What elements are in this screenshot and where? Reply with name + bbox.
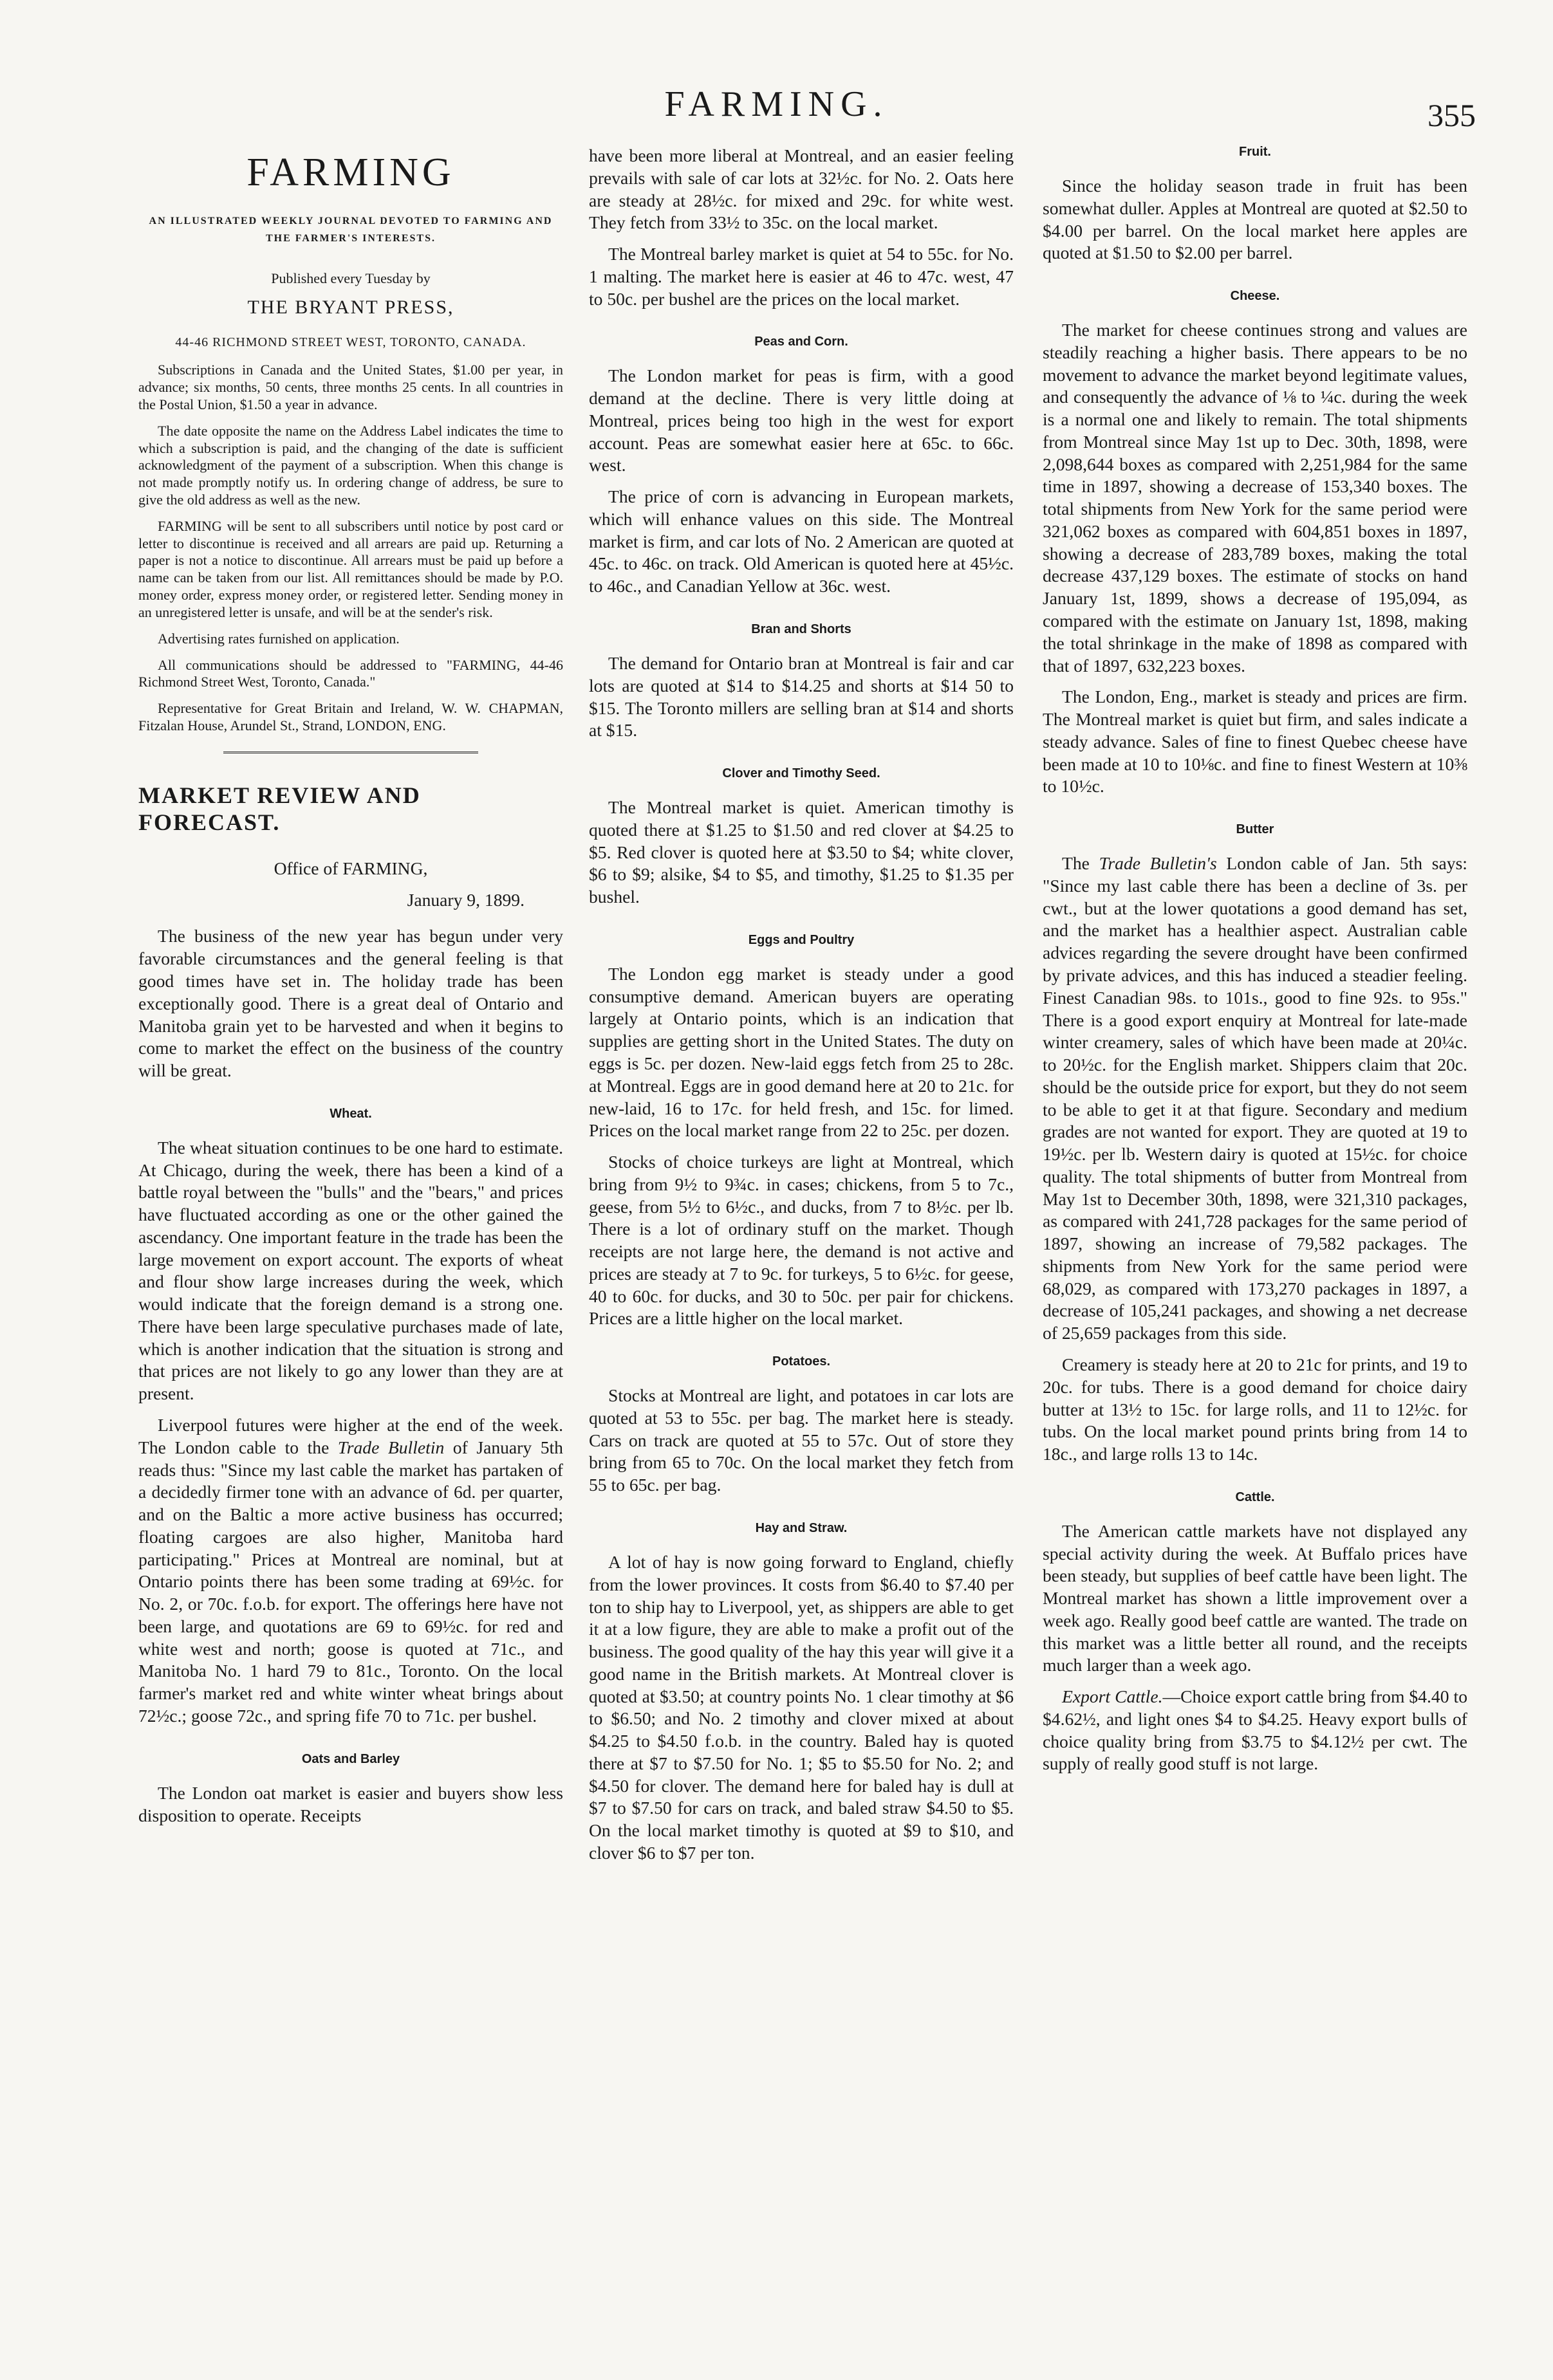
- corn-paragraph: The price of corn is advancing in European markets, which will enhance values on this side. The Montreal market is firm, and car lots of No. 2 American are quoted at 45c. to 46c. on track. Old American is quoted here at 45½c. to 46c., and Canadian Yellow at 36c. west.: [589, 486, 1014, 596]
- clover-paragraph: The Montreal market is quiet. American timothy is quoted there at $1.25 to $1.50 and red clover at $4.25 to $5. Red clover is quoted here at $3.50 to $4; white clover, $6 to $9; alsike, $4 to $5, and timothy, $1.25 to $1.35 per bushel.: [589, 797, 1014, 907]
- report-date: January 9, 1899.: [407, 889, 525, 910]
- address-label-note: The date opposite the name on the Address Label indicates the time to which a subscription is paid, and the changing of the date is sufficient acknowledgment of the payment of a subscription. When this change is not made promptly notify us. In ordering change of address, be sure to give the old address as well as the new.: [138, 422, 563, 508]
- column-3: [1043, 145, 1467, 1784]
- eggs-paragraph: The London egg market is steady under a good consumptive demand. American buyers are operating largely at Ontario points, which is an indication that supplies are getting short in the United States. The duty on eggs is 5c. per dozen. New-laid eggs fetch from 25 to 28c. at Montreal. Eggs are in good demand here at 20 to 21c. for new-laid, 16 to 17c. for held fresh, and 15c. for limed. Prices on the local market range from 22 to 25c. per dozen.: [589, 963, 1014, 1141]
- section-heading-bran: Bran and Shorts: [751, 622, 851, 637]
- section-heading-cheese: Cheese.: [1230, 289, 1280, 304]
- running-head: FARMING.: [664, 84, 889, 124]
- office-line: Office of FARMING,: [274, 858, 428, 878]
- section-heading-oats: Oats and Barley: [301, 1751, 400, 1766]
- communications-note: All communications should be addressed to "FARMING, 44-46 Richmond Street West, Toronto, Canada.": [138, 656, 563, 690]
- publisher-name: THE BRYANT PRESS,: [247, 297, 454, 318]
- wheat-paragraph-1: The wheat situation continues to be one hard to estimate. At Chicago, during the week, there has been a kind of a battle royal between the "bulls" and the "bears," and prices have fluctuated according as one or the other gained the ascendancy. One important feature in the trade has been the large movement on export account. The exports of wheat and flour show large increases during the week, which would indicate that the foreign demand is a strong one. There have been large speculative purchases made of late, which is another indication that the situation is strong and that prices are not likely to go any lower than they are at present.: [138, 1137, 563, 1404]
- discontinue-note: FARMING will be sent to all subscribers until notice by post card or letter to discontinue is received and all arrears are paid up. Returning a paper is not a notice to discontinue. All arrears must be paid up before a name can be taken from our list. All remittances should be made by P.O. money order, express money order, or registered letter. Sending money in an unregistered letter is unsafe, and will be at the sender's risk.: [138, 517, 563, 620]
- column-2: [589, 145, 1014, 1874]
- page-number: 355: [1427, 97, 1476, 133]
- butter-paragraph-1: The Trade Bulletin's London cable of Jan. 5th says: "Since my last cable there has been a decline of 3s. per cwt., but at the lower quotations a good demand has set, and the market has a healthier aspect. Australian cable advices regarding the severe drought have been confirmed by private advices, and this has induced a steadier feeling. Finest Canadian 98s. to 101s., good to fine 92s. to 95s." There is a good export enquiry at Montreal for late-made winter creamery, sales of which have been made at 20¼c. to 20½c. for the English market. Shippers claim that 20c. should be the outside price for export, but they do not seem to be able to get it at that figure. Secondary and medium grades are not wanted for export. They are quoted at 19 to 19½c. per lb. Western dairy is quoted at 15½c. for choice quality. The total shipments of butter from Montreal from May 1st to December 30th, 1898, were 321,310 packages, as compared with 241,728 packages for the same period of 1897, showing an increase of 79,582 packages. The shipments from New York for the same period were 68,029, as compared with 173,270 packages in 1897, a decrease of 105,241 packages, and showing a net decrease of 25,659 packages from this side.: [1043, 853, 1467, 1343]
- hay-paragraph: A lot of hay is now going forward to England, chiefly from the lower provinces. It costs from $6.40 to $7.40 per ton to ship hay to Liverpool, yet, as shippers are able to get it at a low figure, they are able to make a profit out of the business. The good quality of the hay this year will give it a good name in the British markets. At Montreal clover is quoted at $3.50; at country points No. 1 clear timothy at $6 to $6.50; and No. 2 timothy and clover mixed at about $4.25 to $4.50 f.o.b. in the country. Baled hay is quoted there at $7 to $7.50 for No. 1; $5 to $5.50 for No. 2; and $4.50 for clover. The demand here for baled hay is dull at $7 to $7.50 for cars on track, and baled straw $4.50 to $5. On the local market timothy is quoted at $9 to $10, and clover $6 to $7 per ton.: [589, 1551, 1014, 1863]
- masthead-title: FARMING: [246, 151, 455, 194]
- export-cattle-paragraph: Export Cattle.—Choice export cattle bring from $4.40 to $4.62½, and light ones $4 to $4.25. Heavy export bulls of choice quality bring from $3.75 to $4.12½ per cwt. The supply of really good stuff is not large.: [1043, 1686, 1467, 1774]
- section-heading-cattle: Cattle.: [1235, 1490, 1275, 1504]
- intro-paragraph: The business of the new year has begun under very favorable circumstances and the general feeling is that good times have set in. The holiday trade has been exceptionally good. There is a great deal of Ontario and Manitoba grain yet to be harvested and when it begins to come to market the effect on the business of the country will be great.: [138, 926, 563, 1081]
- section-heading-hay: Hay and Straw.: [755, 1520, 848, 1535]
- cheese-paragraph-2: The London, Eng., market is steady and prices are firm. The Montreal market is quiet but firm, and sales indicate a steady advance. Sales of fine to finest Quebec cheese have been made at 10 to 10⅛c. and fine to finest Western at 10⅜ to 10½c.: [1043, 687, 1467, 797]
- barley-paragraph: The Montreal barley market is quiet at 54 to 55c. for No. 1 malting. The market here is easier at 46 to 47c. west, 47 to 50c. per bushel are the prices on the local market.: [589, 244, 1014, 309]
- representative-note: Representative for Great Britain and Ireland, W. W. CHAPMAN, Fitzalan House, Arundel St., Strand, LONDON, ENG.: [138, 700, 563, 734]
- column-1: [138, 145, 563, 1836]
- poultry-paragraph: Stocks of choice turkeys are light at Montreal, which bring from 9½ to 9¾c. in cases; chickens, from 5 to 7c., geese, from 5½ to 6½c., and ducks, from 7 to 8½c. per lb. There is a lot of ordinary stuff on the market. Though receipts are not large here, the demand is not active and prices are steady at 7 to 9c. for turkeys, 5 to 6½c. for geese, 40 to 60c. for ducks, and 30 to 50c. per pair for chickens. Prices are a little higher on the local market.: [589, 1152, 1014, 1329]
- potatoes-paragraph: Stocks at Montreal are light, and potatoes in car lots are quoted at 53 to 55c. per bag. The market here is steady. Cars on track are quoted at 55 to 57c. Out of store they bring from 65 to 70c. On the local market they fetch from 55 to 65c. per bag.: [589, 1385, 1014, 1495]
- cattle-paragraph-1: The American cattle markets have not displayed any special activity during the week. At Buffalo prices have been steady, but supplies of beef cattle have been light. The Montreal market has shown a little improvement over a week ago. Really good beef cattle are wanted. The trade on this market was a little better all round, and the receipts much larger than a week ago.: [1043, 1520, 1467, 1675]
- bran-paragraph: The demand for Ontario bran at Montreal is fair and car lots are quoted at $14 to $14.25 and shorts at $14 50 to $15. The Toronto millers are selling bran at $14 and shorts at $15.: [589, 653, 1014, 741]
- section-heading-butter: Butter: [1236, 822, 1274, 837]
- divider-rule: [223, 752, 478, 753]
- masthead-subtitle: AN ILLUSTRATED WEEKLY JOURNAL DEVOTED TO FARMING AND THE FARMER'S INTERESTS.: [149, 216, 553, 244]
- oats-continued: have been more liberal at Montreal, and an easier feeling prevails with sale of car lots at 32½c. for No. 2. Oats here are steady at 28½c. for mixed and 29c. for white west. They fetch from 33½ to 35c. on the local market.: [589, 145, 1014, 233]
- section-heading-eggs: Eggs and Poultry: [748, 932, 855, 947]
- wheat-paragraph-2: Liverpool futures were higher at the end of the week. The London cable to the Trade Bulletin of January 5th reads thus: "Since my last cable the market has partaken of a decidedly firmer tone with an advance of 6d. per quarter, and on the Baltic a more active business has occurred; floating cargoes are also higher, Manitoba hard participating." Prices at Montreal are nominal, but at Ontario points there has been some trading at 69½c. for No. 2, or 70c. f.o.b. for export. The offerings here have not been large, and quotations are 69 to 69½c. for red and white west and north; goose is quoted at 71c., and Manitoba No. 1 hard 79 to 81c., Toronto. On the local farmer's market red and white winter wheat brings about 72½c.; goose 72c., and spring fife 70 to 71c. per bushel.: [138, 1415, 563, 1726]
- section-heading-peas: Peas and Corn.: [754, 335, 848, 349]
- published-line: Published every Tuesday by: [271, 270, 431, 287]
- section-heading-potatoes: Potatoes.: [772, 1354, 831, 1369]
- fruit-paragraph: Since the holiday season trade in fruit has been somewhat duller. Apples at Montreal are quoted at $2.50 to $4.00 per barrel. On the local market here apples are quoted at $1.50 to $2.00 per barrel.: [1043, 176, 1467, 263]
- section-heading-fruit: Fruit.: [1239, 145, 1271, 159]
- oats-paragraph-1: The London oat market is easier and buyers show less disposition to operate. Receipts: [138, 1782, 563, 1825]
- publisher-address: 44-46 RICHMOND STREET WEST, TORONTO, CANADA.: [175, 335, 526, 350]
- market-review-heading: MARKET REVIEW AND FORECAST.: [138, 782, 421, 835]
- section-heading-clover: Clover and Timothy Seed.: [722, 766, 880, 781]
- section-heading-wheat: Wheat.: [330, 1106, 372, 1121]
- subscription-terms: Subscriptions in Canada and the United States, $1.00 per year, in advance; six months, 50 cents, three months 25 cents. In all countries in the Postal Union, $1.50 a year in advance.: [138, 362, 563, 412]
- peas-paragraph-1: The London market for peas is firm, with a good demand at the decline. There is very little doing at Montreal, prices being too high in the west for export account. Peas are somewhat easier here at 65c. to 66c. west.: [589, 365, 1014, 475]
- butter-paragraph-2: Creamery is steady here at 20 to 21c for prints, and 19 to 20c. for tubs. There is a good demand for choice dairy butter at 13½ to 15c. for large rolls, and 11 to 12½c. for tubs. On the local market pound prints bring from 14 to 18c., and large rolls 13 to 14c.: [1043, 1354, 1467, 1464]
- cheese-paragraph-1: The market for cheese continues strong and values are steadily reaching a higher basis. There appears to be no movement to advance the market beyond legitimate values, and consequently the advance of ⅛ to ¼c. during the week is a normal one and likely to remain. The total shipments from Montreal since May 1st up to Dec. 30th, 1898, were 2,098,644 boxes as compared with 2,251,984 for the same time in 1897, showing a decrease of 153,340 boxes. The total shipments from New York for the same period were 321,062 boxes as compared with 604,851 boxes in 1897, showing a decrease of 283,789 boxes, making the total decrease 437,129 boxes. The estimate of stocks on hand January 1st, 1899, shows a decrease of 195,094, as compared with the estimate on January 1st, 1898, making the total shrinkage in the make of 1898 as compared with that of 1897, 632,223 boxes.: [1043, 320, 1467, 676]
- advertising-note: Advertising rates furnished on application.: [158, 630, 400, 647]
